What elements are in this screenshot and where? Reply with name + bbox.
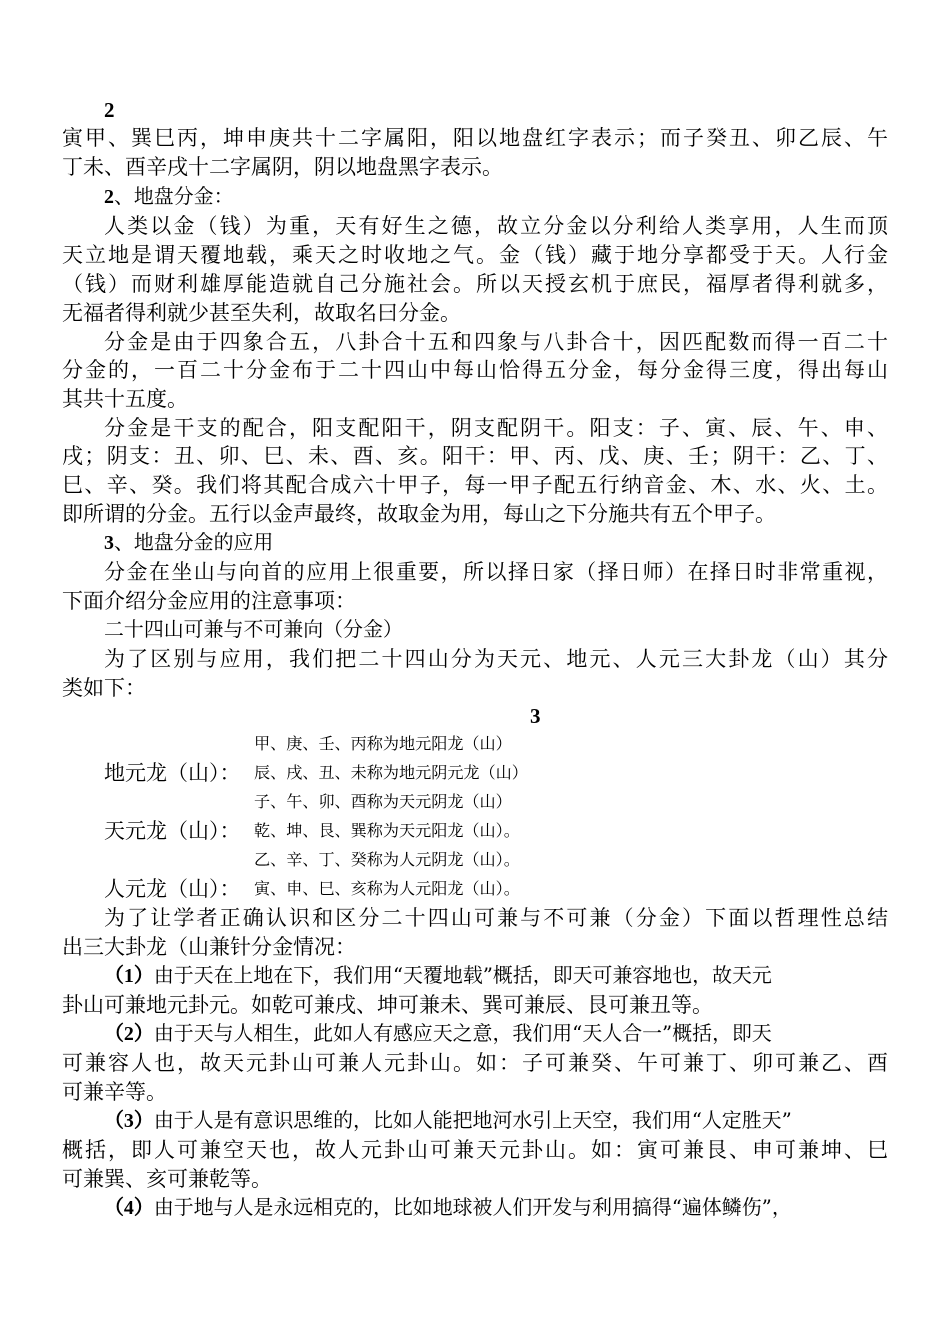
table-row: 乾、坤、艮、巽称为天元阳龙（山）。 [254, 821, 520, 840]
text-line: 可兼巽、亥可兼乾等。 [62, 1167, 272, 1191]
table-row: 甲、庚、壬、丙称为地元阳龙（山） [254, 734, 512, 753]
page-number: 2 [104, 98, 115, 122]
text-line: 为了让学者正确认识和区分二十四山可兼与不可兼（分金）下面以哲理性总结 [104, 906, 888, 930]
section-heading [104, 529, 930, 557]
text-line: 卦山可兼地元卦元。如乾可兼戌、坤可兼未、巽可兼辰、艮可兼丑等。 [62, 993, 713, 1017]
text-line: 为了区别与应用，我们把二十四山分为天元、地元、人元三大卦龙（山）其分 [104, 647, 888, 671]
page-number: 3 [530, 704, 541, 728]
text-line: 下面介绍分金应用的注意事项： [62, 589, 356, 613]
section-title: 、地盘分金的应用 [113, 531, 274, 554]
list-item-first-line [104, 1107, 930, 1135]
list-item-first-line [104, 1194, 930, 1222]
list-item-text: 由于天与人相生，此如人有感应天之意，我们用“天人合一”概括，即天 [153, 1022, 772, 1045]
table-label: 天元龙（山）： [104, 819, 241, 843]
list-item-first-line [104, 1020, 930, 1048]
text-line: 其共十五度。 [62, 387, 188, 411]
text-line: 天立地是谓天覆地载，乘天之时收地之气。金（钱）藏于地分享都受于天。人行金 [62, 243, 888, 267]
table-label: 地元龙（山）： [104, 761, 241, 785]
list-item-number: （1） [104, 965, 154, 987]
text-line: 寅甲、巽巳丙，坤申庚共十二字属阳，阳以地盘红字表示；而子癸丑、卯乙辰、午 [62, 126, 888, 150]
list-item-first-line [104, 962, 930, 990]
table-row: 乙、辛、丁、癸称为人元阴龙（山）。 [254, 850, 520, 869]
section-number: 2 [104, 186, 114, 208]
text-line: 分金是干支的配合，阳支配阳干，阴支配阴干。阳支：子、寅、辰、午、申、 [104, 416, 888, 440]
text-line: 二十四山可兼与不可兼向（分金） [104, 618, 403, 641]
text-line: 即所谓的分金。五行以金声最终，故取金为用，每山之下分施共有五个甲子。 [62, 502, 776, 526]
text-line: 巳、辛、癸。我们将其配合成六十甲子，每一甲子配五行纳音金、木、水、火、土。 [62, 473, 888, 497]
section-heading [104, 183, 930, 211]
list-item-number: （2） [104, 1023, 154, 1045]
text-line: 类如下： [62, 676, 146, 700]
text-line: 概括，即人可兼空天也，故人元卦山可兼天元卦山。如：寅可兼艮、申可兼坤、巳 [62, 1138, 888, 1162]
text-line: 分金是由于四象合五，八卦合十五和四象与八卦合十，因匹配数而得一百二十 [104, 330, 888, 354]
table-row: 寅、申、巳、亥称为人元阳龙（山）。 [254, 879, 520, 898]
text-line: 出三大卦龙（山兼针分金情况： [62, 935, 356, 959]
text-line: 分金的，一百二十分金布于二十四山中每山恰得五分金，每分金得三度，得出每山 [62, 358, 888, 382]
list-item-text: 由于人是有意识思维的，比如人能把地河水引上天空，我们用“人定胜天” [153, 1109, 792, 1132]
list-item-text: 由于天在上地在下，我们用“天覆地载”概括，即天可兼容地也，故天元 [153, 964, 772, 987]
text-line: 无福者得利就少甚至失利，故取名曰分金。 [62, 301, 461, 325]
text-line: 分金在坐山与向首的应用上很重要，所以择日家（择日师）在择日时非常重视， [104, 560, 888, 584]
text-line: 戌；阴支：丑、卯、巳、未、酉、亥。阳干：甲、丙、戊、庚、壬；阴干：乙、丁、 [62, 444, 888, 468]
section-number: 3 [104, 532, 114, 554]
text-line: 可兼容人也，故天元卦山可兼人元卦山。如：子可兼癸、午可兼丁、卯可兼乙、酉 [62, 1051, 888, 1075]
section-title: 、地盘分金： [113, 185, 234, 208]
table-row: 子、午、卯、酉称为天元阴龙（山） [254, 792, 512, 811]
list-item-text: 由于地与人是永远相克的，比如地球被人们开发与利用搞得“遍体鳞伤”， [153, 1196, 792, 1219]
list-item-number: （4） [104, 1197, 154, 1219]
text-line: （钱）而财利雄厚能造就自己分施社会。所以天授玄机于庶民，福厚者得利就多， [62, 272, 888, 296]
list-item-number: （3） [104, 1110, 154, 1132]
text-line: 丁未、酉辛戌十二字属阴，阴以地盘黑字表示。 [62, 155, 503, 179]
table-row: 辰、戌、丑、未称为地元阴元龙（山） [254, 763, 528, 782]
text-line: 可兼辛等。 [62, 1080, 167, 1104]
text-line: 人类以金（钱）为重，天有好生之德，故立分金以分利给人类享用，人生而顶 [104, 214, 888, 238]
table-label: 人元龙（山）： [104, 877, 241, 901]
